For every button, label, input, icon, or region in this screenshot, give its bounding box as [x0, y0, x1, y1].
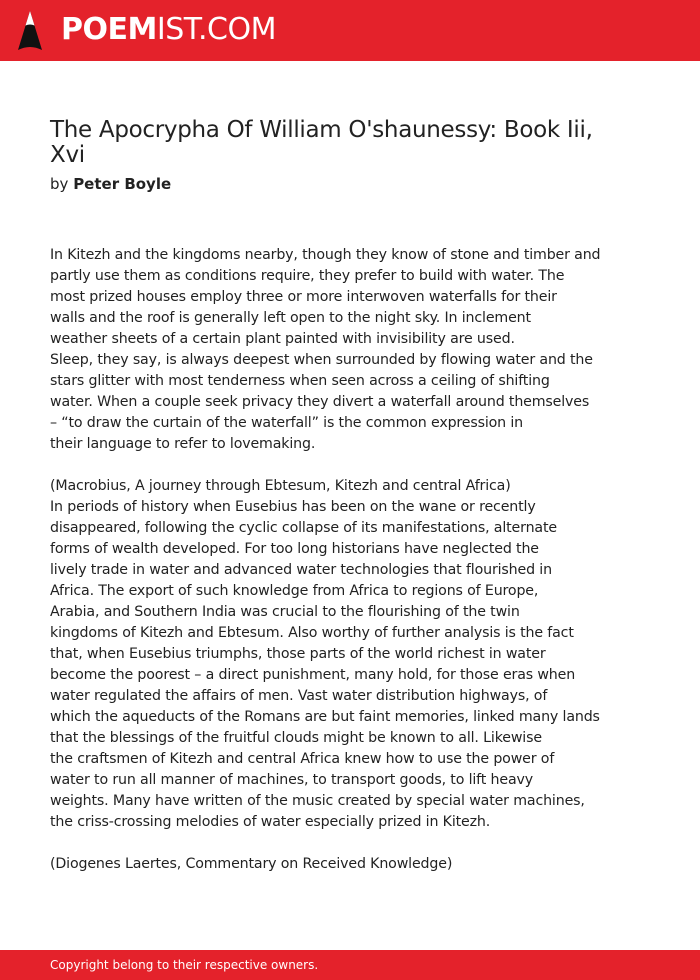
- poem-line: walls and the roof is generally left open to the night sky. In inclement: [50, 310, 531, 326]
- stanza-break: [50, 833, 650, 854]
- poem-line: water regulated the affairs of men. Vast water distribution highways, of: [50, 688, 548, 704]
- poem-line: weights. Many have written of the music created by special water machines,: [50, 793, 585, 809]
- poem-line: that, when Eusebius triumphs, those parts of the world richest in water: [50, 646, 546, 662]
- poem-line: which the aqueducts of the Romans are but faint memories, linked many lands: [50, 709, 600, 725]
- poem-line: water to run all manner of machines, to transport goods, to lift heavy: [50, 772, 533, 788]
- poem-line: that the blessings of the fruitful clouds might be known to all. Likewise: [50, 730, 542, 746]
- poem-line: In periods of history when Eusebius has been on the wane or recently: [50, 499, 536, 515]
- site-header: [0, 0, 700, 61]
- poem-line: forms of wealth developed. For too long historians have neglected the: [50, 541, 539, 557]
- poem-line: their language to refer to lovemaking.: [50, 436, 316, 452]
- poem-line: (Diogenes Laertes, Commentary on Received Knowledge): [50, 856, 453, 872]
- poem-line: (Macrobius, A journey through Ebtesum, Kitezh and central Africa): [50, 478, 511, 494]
- logo-light-text: IST.COM: [156, 12, 276, 47]
- poem-line: Arabia, and Southern India was crucial to the flourishing of the twin: [50, 604, 520, 620]
- author-name[interactable]: Peter Boyle: [73, 175, 172, 193]
- poem-title: The Apocrypha Of William O'shaunessy: Book Iii, Xvi: [50, 117, 593, 168]
- poem-line: kingdoms of Kitezh and Ebtesum. Also worthy of further analysis is the fact: [50, 625, 574, 641]
- poem-line: weather sheets of a certain plant painted with invisibility are used.: [50, 331, 515, 347]
- stanza-break: [50, 455, 650, 476]
- poem-line: stars glitter with most tenderness when seen across a ceiling of shifting: [50, 373, 550, 389]
- poem-line: partly use them as conditions require, they prefer to build with water. The: [50, 268, 565, 284]
- poem-line: become the poorest – a direct punishment, many hold, for those eras when: [50, 667, 576, 683]
- poem-line: In Kitezh and the kingdoms nearby, though they know of stone and timber and: [50, 247, 601, 263]
- logo-bold-text: POEM: [61, 12, 157, 47]
- poem-line: most prized houses employ three or more interwoven waterfalls for their: [50, 289, 557, 305]
- poem-line: Sleep, they say, is always deepest when surrounded by flowing water and the: [50, 352, 593, 368]
- by-label: by: [50, 175, 69, 193]
- poem-line: Africa. The export of such knowledge from Africa to regions of Europe,: [50, 583, 539, 599]
- poem-line: the criss-crossing melodies of water especially prized in Kitezh.: [50, 814, 491, 830]
- poem-line: the craftsmen of Kitezh and central Africa knew how to use the power of: [50, 751, 555, 767]
- poem-line: water. When a couple seek privacy they divert a waterfall around themselves: [50, 394, 590, 410]
- poem-body: [50, 245, 650, 875]
- copyright-text: Copyright belong to their respective owners.: [50, 958, 319, 972]
- poem-line: lively trade in water and advanced water technologies that flourished in: [50, 562, 552, 578]
- byline: [50, 175, 171, 193]
- site-logo[interactable]: [61, 13, 276, 47]
- pencil-tip-icon[interactable]: [17, 10, 43, 52]
- site-footer: [0, 950, 700, 980]
- poem-line: – “to draw the curtain of the waterfall” is the common expression in: [50, 415, 524, 431]
- poem-line: disappeared, following the cyclic collapse of its manifestations, alternate: [50, 520, 557, 536]
